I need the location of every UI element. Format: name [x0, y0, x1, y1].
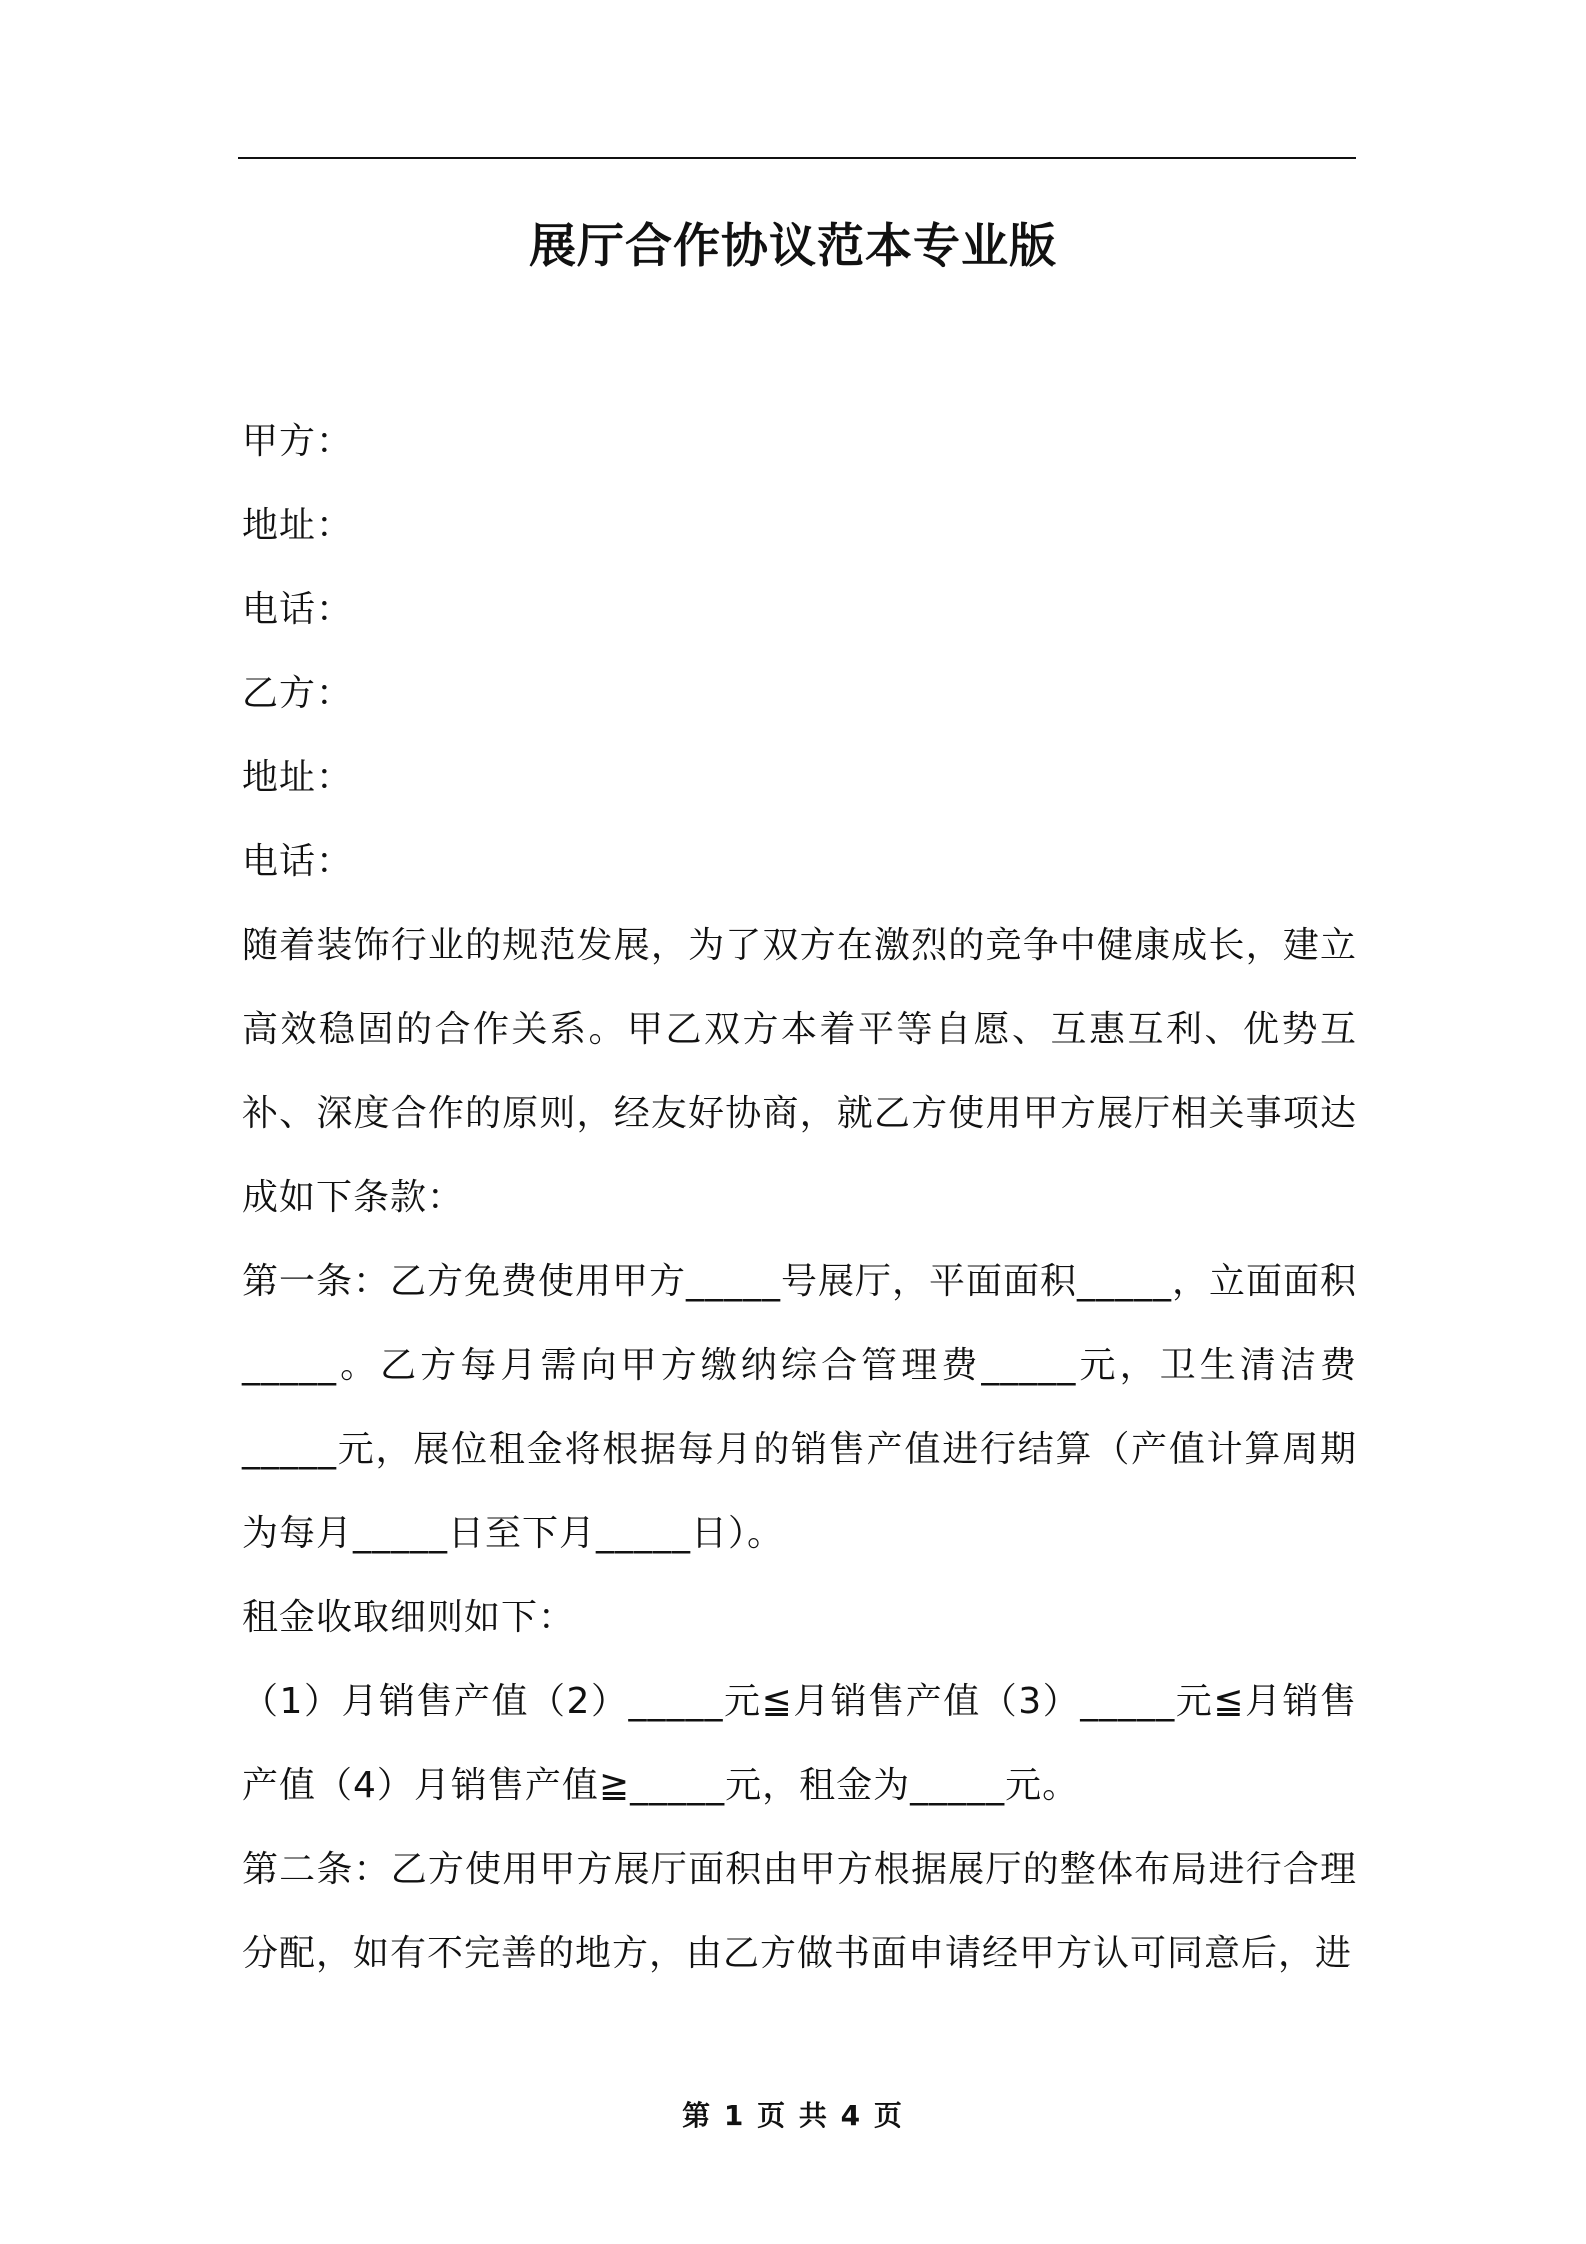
header-rule: [238, 157, 1356, 159]
party-b-label: 乙方：: [242, 673, 354, 714]
rent-rules-heading: 租金收取细则如下：: [242, 1597, 576, 1638]
party-a-phone-label: 电话：: [242, 589, 354, 630]
document-body: [242, 400, 1357, 1996]
party-a-label: 甲方：: [242, 421, 354, 462]
party-b-phone-label: 电话：: [242, 841, 354, 882]
party-a-address-label: 地址：: [242, 505, 354, 546]
document-title: 展厅合作协议范本专业版: [529, 219, 1057, 274]
rent-rules-paragraph: （1）月销售产值（2）_____元≦月销售产值（3）_____元≦月销售产值（4）月销售产值≧_____元，租金为_____元。: [242, 1681, 1357, 1806]
party-b-address-label: 地址：: [242, 757, 354, 798]
article-two-paragraph: 第二条：乙方使用甲方展厅面积由甲方根据展厅的整体布局进行合理分配，如有不完善的地方，由乙方做书面申请经甲方认可同意后，进: [242, 1849, 1357, 1974]
article-one-paragraph: 第一条：乙方免费使用甲方_____号展厅，平面面积_____，立面面积_____。乙方每月需向甲方缴纳综合管理费_____元，卫生清洁费_____元，展位租金将根据每月的销售产值进行结算（产值计算周期为每月_____日至下月_____日）。: [242, 1261, 1358, 1554]
preamble-paragraph: 随着装饰行业的规范发展，为了双方在激烈的竞争中健康成长，建立高效稳固的合作关系。甲乙双方本着平等自愿、互惠互利、优势互补、深度合作的原则，经友好协商，就乙方使用甲方展厅相关事项达成如下条款：: [242, 925, 1357, 1218]
page-number: 第 1 页 共 4 页: [682, 2099, 904, 2132]
